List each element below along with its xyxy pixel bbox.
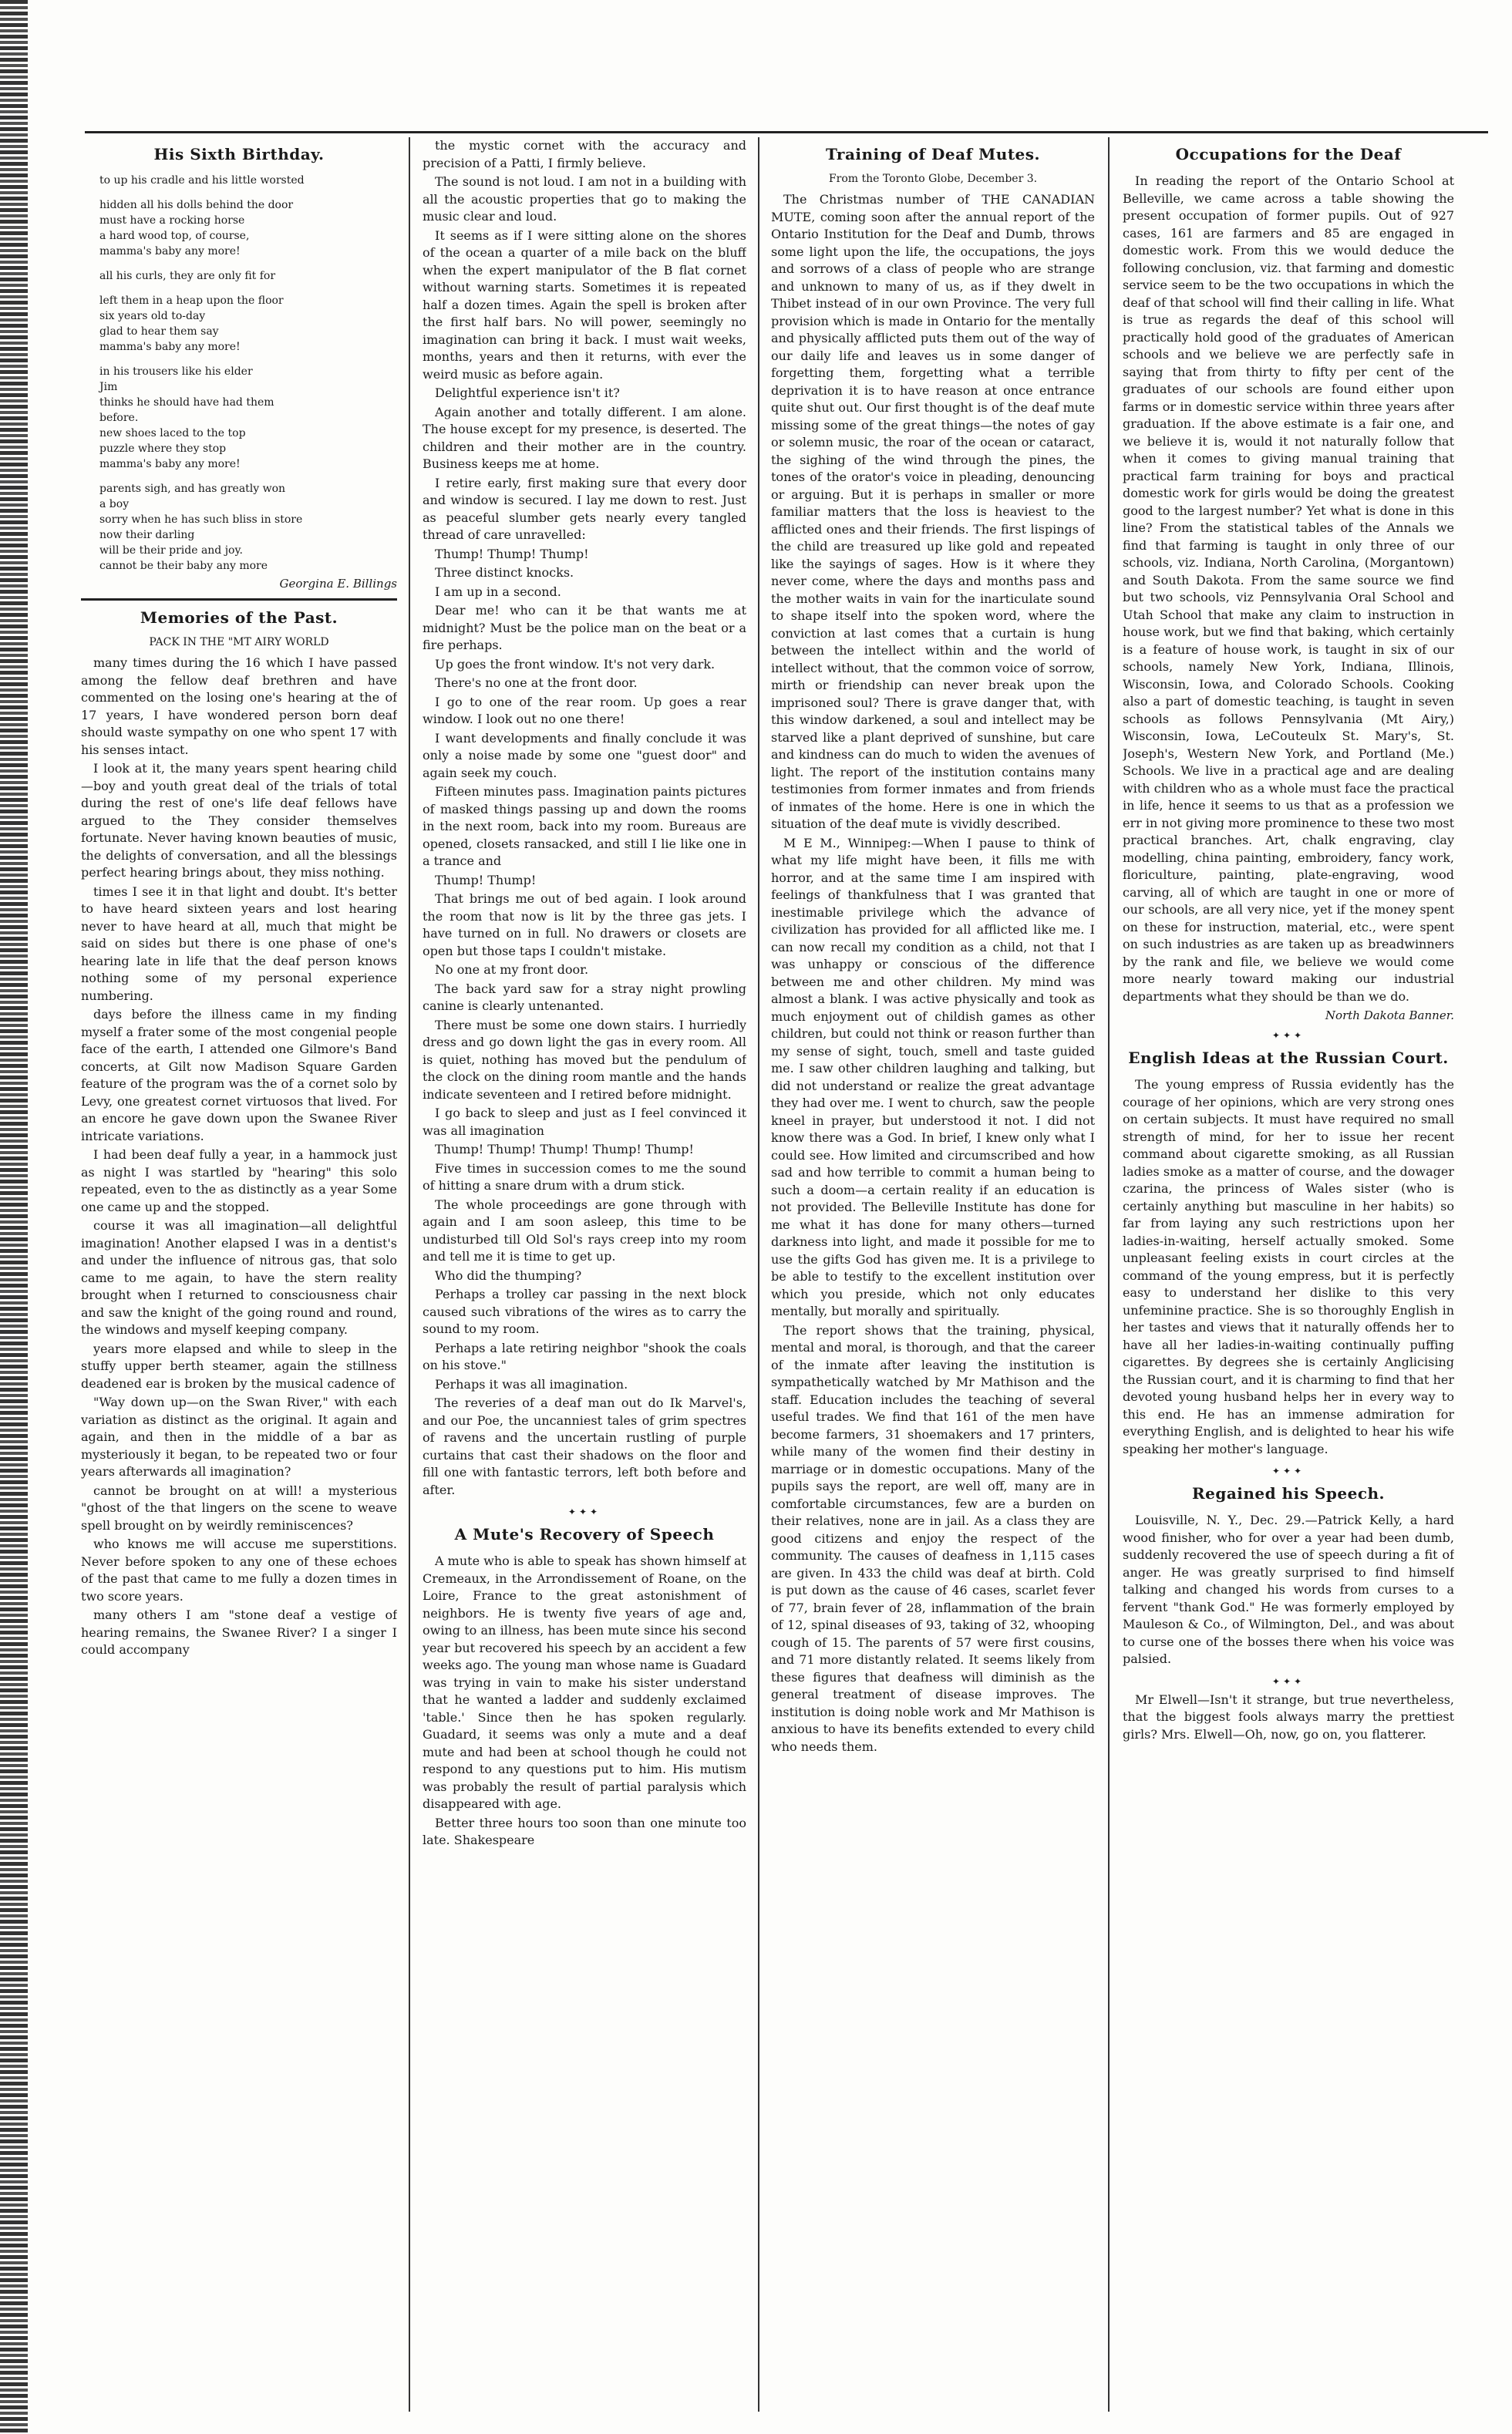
poem-line: all his curls, they are only fit for (99, 270, 276, 282)
poem-line: cannot be their baby any more (99, 560, 268, 572)
article-his-sixth-birthday (81, 145, 397, 591)
poem-line: left them in a heap upon the floor (99, 295, 284, 307)
paragraph: Delightful experience isn't it? (435, 385, 620, 400)
article-memories-continued (423, 137, 746, 1499)
paragraph: I look at it, the many years spent hearing child—boy and youth great deal of the trials of total during the rest of one's life deaf fellows have argued to the They consider themselves fortunate. Never having known beauties of music, the delights of conversation, and all the blessings perfect hearing brings about, they miss nothing. (81, 761, 397, 880)
paragraph: Again another and totally different. I am alone. The house except for my presence, is deserted. The children and their mother are in the country. Business keeps me at home. (423, 404, 746, 471)
poem-line: in his trousers like his elder (99, 365, 253, 378)
paragraph: Thump! Thump! (435, 872, 537, 887)
poem-line (81, 472, 397, 481)
separator: ✦✦✦ (1271, 1675, 1305, 1687)
article-title: A Mute's Recovery of Speech (454, 1525, 715, 1544)
signature: North Dakota Banner. (1325, 1008, 1454, 1022)
column-rule (1108, 137, 1110, 2412)
poem-line: must have a rocking horse (99, 214, 245, 227)
article-english-ideas (1123, 1049, 1454, 1458)
paragraph: M E M., Winnipeg:—When I pause to think of what my life might have been, it fills me with horror, and at the same time I am inspired with feelings of thankfulness that I was granted that inestimable privilege which the advance of civilization has provided for all afflicted like me. I can now recall my condition as a child, not that I was unhappy or conscious of the difference between me and other children. My mind was almost a blank. I was active physically and took as much enjoyment out of childish games as other children, but could not think or reason further than my sense of sight, touch, smell and taste guided me. I saw other children laughing and talking, but did not understand or realize the great advantage they had over me. I went to church, saw the people kneel in prayer, but understood it not. I did not know there was a God. In brief, I knew only what I could see. How limited and circumscribed and how sad and how terrible to commit a human being to such a doom—a certain reality if an education is not provided. The Belleville Institute has done for me what it has done for many others—turned darkness into light, and made it possible for me to use the gifts God has given me. It is a privilege to be able to testify to the excellent institution over which you preside, which not only educates mentally, but morally and spiritually. (771, 835, 1095, 1318)
paragraph: many others I am "stone deaf a vestige of hearing remains, the Swanee River? I a singer I could accompany (81, 1608, 397, 1657)
poem-line (81, 188, 397, 197)
paragraph: Dear me! who can it be that wants me at midnight? Must be the police man on the beat or a fire perhaps. (423, 603, 746, 652)
top-rule (85, 131, 1488, 133)
paragraph: That brings me out of bed again. I look around the room that now is lit by the three gas jets. I have turned on in full. No drawers or closets are open but those taps I couldn't mistake. (423, 891, 746, 958)
scan-edge (0, 0, 28, 2434)
paragraph: many times during the 16 which I have passed among the fellow deaf brethren and have commented on the losing one's hearing at the of 17 years, I have wondered person born deaf should waste sympathy on one who spent 17 with his senses intact. (81, 655, 397, 757)
paragraph: Five times in succession comes to me the sound of hitting a snare drum with a drum stick. (423, 1160, 746, 1193)
poem-line (81, 284, 397, 293)
paragraph: course it was all imagination—all delightful imagination! Another elapsed I was in a dentist's and under the influence of nitrous gas, that solo came to me again, to have the stern reality brought when I returned to consciousness chair and saw the knight of the going round and round, the windows and myself keeping company. (81, 1218, 397, 1337)
paragraph: years more elapsed and while to sleep in the stuffy upper berth steamer, again the stillness deadened ear is broken by the musical cadence of (81, 1341, 397, 1391)
article-occupations-for-the-deaf (1123, 145, 1454, 1022)
poem-line: mamma's baby any more! (99, 245, 241, 258)
paragraph: No one at my front door. (435, 962, 589, 977)
paragraph: A mute who is able to speak has shown himself at Cremeaux, in the Arrondissement of Roane, on the Loire, France to the great astonishment of neighbors. He is twenty five years of age and, owing to an illness, has been mute since his second year but recovered his speech by an accident a few weeks ago. The young man whose name is Guadard was trying in vain to make his sister understand that he wanted a ladder and suddenly exclaimed 'table.' Since then he has spoken regularly. Guadard, it seems was only a mute and a deaf mute and had been at school though he could not respond to any questions put to him. His mutism was probably the result of partial paralysis which disappeared with age. (423, 1554, 746, 1811)
paragraph: Perhaps a trolley car passing in the next block caused such vibrations of the wires as to carry the sound to my room. (423, 1287, 746, 1336)
paragraph: It seems as if I were sitting alone on the shores of the ocean a quarter of a mile back on the bluff when the expert manipulator of the B flat cornet without warning starts. Sometimes it is repeated half a dozen times. Again the spell is broken after the first half bars. No will power, seemingly no imagination can bring it back. I must wait weeks, months, years and then it returns, with ever the weird music as before again. (423, 227, 746, 382)
poem-line: parents sigh, and has greatly won (99, 483, 286, 495)
paragraph: There's no one at the front door. (435, 675, 638, 690)
paragraph: I go back to sleep and just as I feel convinced it was all imagination (423, 1106, 746, 1138)
poem-line (81, 355, 397, 364)
article-title: English Ideas at the Russian Court. (1128, 1049, 1449, 1067)
article-body (1123, 1692, 1454, 1744)
article-memories-of-the-past (81, 608, 397, 1659)
paragraph: Three distinct knocks. (435, 565, 574, 580)
paragraph: The sound is not loud. I am not in a building with all the acoustic properties that go to making the music clear and loud. (423, 174, 746, 224)
poem-line: now their darling (99, 529, 195, 541)
article-body (1123, 173, 1454, 1005)
poem-line: sorry when he has such bliss in store (99, 513, 303, 526)
article-training-of-deaf-mutes (771, 145, 1095, 1756)
separator: ✦✦✦ (1271, 1030, 1305, 1041)
poem-line: a hard wood top, of course, (99, 230, 250, 242)
paragraph: I want developments and finally conclude it was only a noise made by some one "guest door" and again seek my couch. (423, 730, 746, 780)
separator: ✦✦✦ (1271, 1466, 1305, 1476)
paragraph: "Way down up—on the Swan River," with each variation as distinct as the original. It again and again, and then in the middle of a bar as mysteriously it began, to be repeated two or four years afterwards all imagination? (81, 1395, 397, 1479)
paragraph: Perhaps a late retiring neighbor "shook the coals on his stove." (423, 1340, 746, 1372)
paragraph: The Christmas number of THE CANADIAN MUTE, coming soon after the annual report of the Ontario Institution for the Deaf and Dumb, throws some light upon the life, the occupations, the joys and sorrows of a class of people who are strange and unknown to many of us, as if they dwelt in Thibet instead of in our own Province. The very full provision which is made in Ontario for the mentally and physically afflicted puts them out of the way of our daily life and leaves us in some danger of forgetting them, forgetting what a terrible deprivation it is to have reason at once entrance quite shut out. Our first thought is of the deaf mute missing some of the great things—the notes of gay or solemn music, the roar of the ocean or cataract, the sighing of the wind through the pines, the tones of the orator's voice in pleading, denouncing or arguing. But it is perhaps in smaller or more familiar matters that the loss is heaviest to the afflicted ones and their friends. The first lispings of the child are treasured up like gold and repeated like the sayings of sages. How is it where they never come, where the days and months pass and the mother waits in vain for the inarticulate sound to shape itself into the spoken word, where the conviction at last comes that a curtain is hung between the intellect within and the world of intellect without, that the common voice of sorrow, mirth or friendship can never break upon the imprisoned soul? There is grave danger that, with this window darkened, a soul and intellect may be starved like a plant deprived of sunshine, but care and kindness can do much to widen the avenues of light. The report of the institution contains many testimonies from former inmates and from friends of inmates of the home. Here is one in which the situation of the deaf mute is vividly described. (771, 192, 1095, 831)
paragraph: days before the illness came in my finding myself a frater some of the most congenial people face of the earth, I attended one Gilmore's Band concerts, at Gilt now Madison Square Garden feature of the program was the of a cornet solo by Levy, one greatest cornet virtuosos that lived. For an encore he gave down upon the Swanee River intricate variations. (81, 1007, 397, 1143)
poem-line: hidden all his dolls behind the door (99, 199, 294, 211)
paragraph: Mr Elwell—Isn't it strange, but true nevertheless, that the biggest fools always marry the prettiest girls? Mrs. Elwell—Oh, now, go on, you flatterer. (1123, 1692, 1454, 1742)
paragraph: Thump! Thump! Thump! (435, 546, 589, 561)
article-title: Occupations for the Deaf (1175, 145, 1402, 163)
paragraph: Better three hours too soon than one minute too late. Shakespeare (423, 1815, 746, 1847)
paragraph: I had been deaf fully a year, in a hammock just as night I was startled by "hearing" this solo repeated, even to the as distinctly as a year Some one came up and the stopped. (81, 1147, 397, 1214)
column-1 (81, 137, 397, 2412)
poem (81, 173, 397, 574)
article-body (1123, 1512, 1454, 1668)
paragraph: Thump! Thump! Thump! Thump! Thump! (435, 1142, 694, 1156)
article-title: Training of Deaf Mutes. (825, 145, 1040, 163)
paragraph: The report shows that the training, physical, mental and moral, is thorough, and that the career of the inmate after leaving the institution is sympathetically watched by Mr Mathison and the staff. Education includes the teaching of several useful trades. We find that 161 of the men have become farmers, 31 shoemakers and 17 printers, while many of the women find their destiny in marriage or in domestic occupations. Many of the pupils says the report, are well off, many are in comfortable circumstances, few are a burden on their relatives, none are in jail. As a class they are good citizens and enjoy the respect of the community. The causes of deafness in 1,115 cases are given. In 433 the child was deaf at birth. Cold is put down as the cause of 46 cases, scarlet fever of 77, brain fever of 28, inflammation of the brain of 12, spinal diseases of 93, taking of 32, whooping cough of 15. The parents of 57 were first cousins, and 71 more distantly related. It seems likely from these figures that deafness will diminish as the general treatment of disease improves. The institution is doing noble work and Mr Mathison is anxious to have its benefits extended to every child who needs them. (771, 1322, 1095, 1754)
article-regained-his-speech (1123, 1484, 1454, 1668)
poem-line: thinks he should have had them (99, 396, 274, 409)
paragraph: The back yard saw for a stray night prowling canine is clearly untenanted. (423, 981, 746, 1013)
paragraph: I am up in a second. (435, 584, 561, 599)
column-rule (758, 137, 759, 2412)
separator: ✦✦✦ (567, 1507, 601, 1517)
paragraph: Louisville, N. Y., Dec. 29.—Patrick Kelly, a hard wood finisher, who for over a year had been dumb, suddenly recovered the use of speech during a fit of anger. He was greatly surprised to find himself talking and changed his words from curses to a fervent "thank God." He was formerly employed by Mauleson & Co., of Wilmington, Del., and was about to curse one of the bosses there when his voice was palsied. (1123, 1513, 1454, 1666)
column-3 (771, 137, 1095, 2412)
poem-line (81, 259, 397, 268)
poem-line: new shoes laced to the top (99, 427, 246, 439)
column-rule (409, 137, 410, 2412)
article-body (81, 655, 397, 1659)
article-mutes-recovery (423, 1525, 746, 1850)
article-body (771, 191, 1095, 1756)
article-body (1123, 1076, 1454, 1458)
article-body (423, 1553, 746, 1850)
paragraph: The whole proceedings are gone through with again and I am soon asleep, this time to be undisturbed till Old Sol's rays creep into my room and tell me it is time to get up. (423, 1197, 746, 1264)
poem-line: glad to hear them say (99, 325, 219, 338)
paragraph: I retire early, first making sure that every door and window is secured. I lay me down to rest. Just as peaceful slumber gets nearly every tangled thread of care unravelled: (423, 475, 746, 542)
poem-line: will be their pride and joy. (99, 544, 243, 557)
column-4 (1123, 137, 1454, 2412)
article-joke (1123, 1692, 1454, 1744)
poem-line: a boy (99, 498, 130, 510)
paragraph: In reading the report of the Ontario School at Belleville, we came across a table showing the present occupation of former pupils. Out of 927 cases, 161 are farmers and 85 are engaged in domestic work. From this we would deduce the following conclusion, viz. that farming and domestic service seem to be the two occupations in which the deaf of that school will find their calling in life. What is true as regards the deaf of this school will practically hold good of the graduates of American schools and we believe we are perfectly safe in saying that from thirty to fifty per cent of the graduates of our schools are found either upon farms or in domestic service within three years after graduation. If the above estimate is a fair one, and we believe it is, would it not naturally follow that when it comes to giving manual training that practical farm training for boys and practical domestic work for girls would be doing the greatest good to the largest number? Yet what is done in this line? From the statistical tables of the Annals we find that farming is taught in only three of our schools, viz. Indiana, North Carolina, (Morgantown) and South Dakota. From the same source we find but two schools, viz Pennsylvania Oral School and Utah School that make any claim to instruction in house work, but we find that baking, which certainly is a feature of house work, is taught in six of our schools, namely New York, Indiana, Illinois, Wisconsin, Iowa, and Colorado Schools. Cooking also a part of domestic teaching, is taught in seven schools as follows Pennsylvania (Mt Airy,) Wisconsin, Iowa, LeCouteulx St. Mary's, St. Joseph's, Western New York, and Portland (Me.) Schools. We live in a practical age and are dealing with children who as a whole must face the practical in life, hence it seems to us that as a profession we err in not giving more prominence to these two most practical branches. Art, chalk engraving, clay modelling, china painting, embroidery, fancy work, floriculture, painting, plate-engraving, wood carving, all of which are taught in one or more of our schools, are all very nice, yet if the money spent on these for instruction, material, etc., were spent on such industries as are taken up as breadwinners by the rank and file, we believe we would come more nearly toward making our industrial departments what they should be than we do. (1123, 173, 1454, 1004)
divider (81, 598, 397, 601)
byline: From the Toronto Globe, December 3. (828, 173, 1038, 185)
paragraph: Who did the thumping? (435, 1267, 582, 1283)
poem-line: to up his cradle and his little worsted (99, 174, 305, 187)
paragraph: who knows me will accuse me superstitions. Never before spoken to any one of these echoes of the past that came to me fully a dozen times in two score years. (81, 1537, 397, 1604)
paragraph: I go to one of the rear room. Up goes a rear window. I look out no one there! (423, 694, 746, 726)
paragraph: cannot be brought on at will! a mysterious "ghost of the that lingers on the scene to weave spell brought on by weirdly reminiscences? (81, 1483, 397, 1533)
paragraph: The young empress of Russia evidently has the courage of her opinions, which are very strong ones on certain subjects. It must have required no small strength of mind, for her to issue her recent command about cigarette smoking, as all Russian ladies smoke as a matter of course, and the dowager czarina, the princess of Wales sister (who is certainly anything but masculine in her habits) so far from laying any such restrictions upon her ladies-in-waiting, herself actually smoked. Some unpleasant feeling exists in court circles at the command of the young empress, but it is perfectly easy to understand her dislike to this very unfeminine practice. She is so thoroughly English in her tastes and views that it naturally offends her to have all her ladies-in-waiting continually puffing cigarettes. By degrees she is certainly Anglicising the Russian court, and it is charming to find that her devoted young husband helps her in every way to this end. He has an immense admiration for everything English, and is delighted to hear his wife speaking her mother's language. (1123, 1077, 1454, 1456)
paragraph: Fifteen minutes pass. Imagination paints pictures of masked things passing up and down the rooms in the next room, back into my room. Bureaus are opened, closets ransacked, and still I lie like one in a trance and (423, 784, 746, 868)
poem-line: puzzle where they stop (99, 443, 227, 455)
signature: Georgina E. Billings (279, 577, 397, 591)
poem-line: mamma's baby any more! (99, 458, 241, 470)
poem-line: Jim (99, 381, 118, 393)
paragraph: Up goes the front window. It's not very dark. (435, 656, 716, 672)
article-body (423, 137, 746, 1499)
paragraph: times I see it in that light and doubt. It's better to have heard sixteen years and lost hearing never to have heard at all, much that might be said on sides but there is one phase of one's hearing late in life that the deaf person knows nothing some of my personal experience numbering. (81, 884, 397, 1003)
paragraph: Perhaps it was all imagination. (435, 1376, 628, 1392)
paragraph: There must be some one down stairs. I hurriedly dress and go down light the gas in every room. All is quiet, nothing has moved but the pendulum of the clock on the dining room mantle and the hands indicate seventeen and I retired before midnight. (423, 1017, 746, 1102)
article-title: His Sixth Birthday. (153, 145, 325, 163)
poem-line: mamma's baby any more! (99, 341, 241, 353)
column-2 (423, 137, 746, 2412)
article-title: Memories of the Past. (140, 608, 338, 627)
byline: PACK IN THE "MT AIRY WORLD (149, 636, 329, 648)
article-title: Regained his Speech. (1191, 1484, 1386, 1503)
poem-line: before. (99, 412, 139, 424)
paragraph: the mystic cornet with the accuracy and precision of a Patti, I firmly believe. (423, 138, 746, 170)
paragraph: The reveries of a deaf man out do Ik Marvel's, and our Poe, the uncanniest tales of grim spectres of ravens and the uncertain rustling of purple curtains that cast their shadows on the floor and fill one with fantastic terrors, left both before and after. (423, 1395, 746, 1497)
poem-line: six years old to-day (99, 310, 206, 322)
